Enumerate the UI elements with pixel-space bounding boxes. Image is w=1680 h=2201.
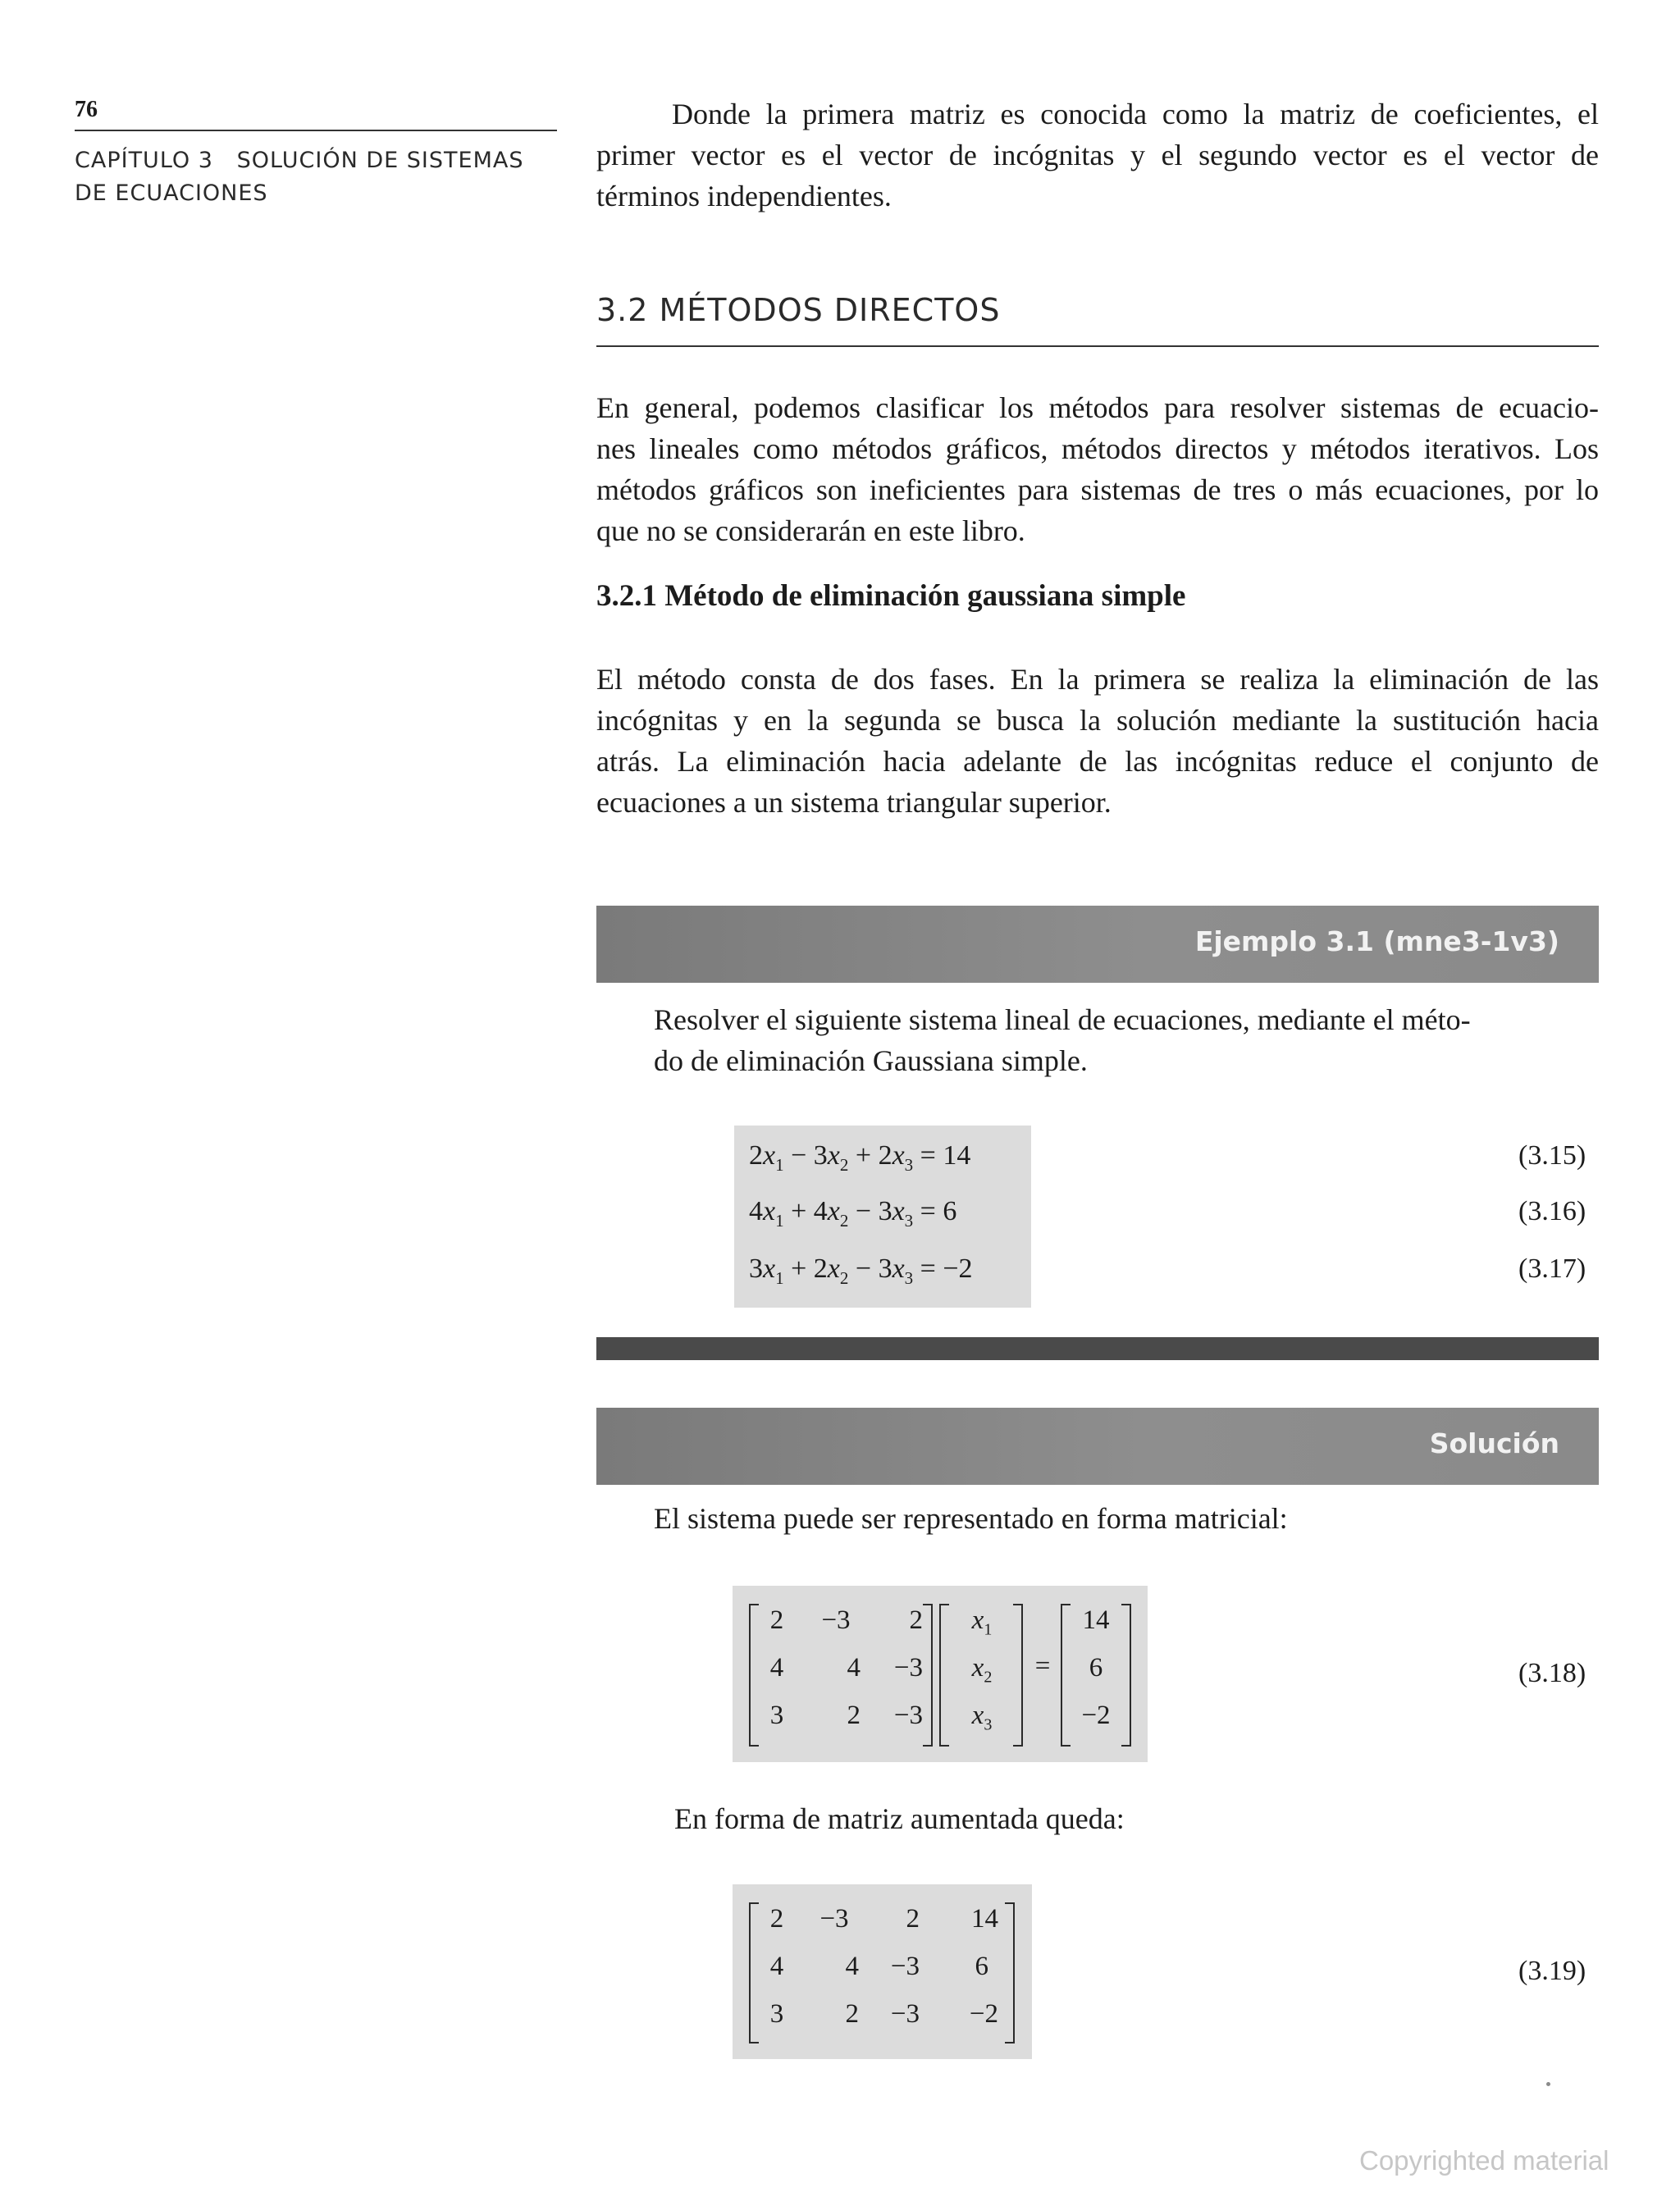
augmented-cell: 2 [769,1904,784,1934]
augmented-cell: −3 [890,1999,920,2029]
scan-dot [1546,2082,1550,2086]
matrix-a-cell: 3 [769,1701,784,1730]
equation-number: (3.15) [1518,1140,1586,1171]
paragraph-line: ecuaciones a un sistema triangular superior. [596,786,1112,819]
augmented-cell: −3 [819,1904,849,1934]
section-rule [596,345,1599,347]
augmented-cell: 4 [769,1952,784,1981]
matrix-a-cell: 2 [909,1605,923,1635]
matrix-a-left-bracket [749,1604,759,1747]
matrix-equation [733,1586,1148,1762]
vector-b-left-bracket [1061,1604,1071,1747]
paragraph-line: que no se considerarán en este libro. [596,514,1025,547]
equation-3-16: $4x_1 + 4x_2 - 3x_3 = 6$ [749,1196,957,1231]
example-title: Ejemplo 3.1 (mne3-1v3) [1194,925,1559,957]
margin-rule [75,130,557,131]
equation-number: (3.16) [1518,1196,1586,1226]
vector-x-cell: $x_3$ [971,1701,993,1734]
intro-line: términos independientes. [596,180,892,212]
chapter-title: CAPÍTULO 3 SOLUCIÓN DE SISTEMAS [75,148,524,173]
augmented-cell: 14 [971,1904,998,1934]
solution-text: El sistema puede ser representado en forma matricial: [654,1502,1288,1535]
equation-system [734,1126,1031,1308]
matrix-a-cell: −3 [821,1605,851,1635]
matrix-a-cell: −3 [893,1653,923,1683]
subsection-heading: 3.2.1 Método de eliminación gaussiana simple [596,579,1186,613]
paragraph-line: El método consta de dos fases. En la primera se realiza la eliminación de las [596,663,1599,696]
page-number: 76 [75,97,98,122]
equation-number: (3.19) [1518,1956,1586,1986]
example-statement [654,999,1556,1081]
solution-title: Solución [1429,1427,1559,1459]
augmented-matrix [733,1884,1032,2059]
example-banner [596,906,1599,983]
paragraph-line: nes lineales como métodos gráficos, métodos directos y métodos iterativos. Los [596,432,1599,465]
intro-line: Donde la primera matriz es conocida como la matriz de coeficientes, el [672,98,1599,130]
matrix-a-cell: 4 [847,1653,861,1683]
augmented-cell: −3 [890,1952,920,1981]
intro-paragraph [596,94,1599,217]
vector-x-cell: $x_2$ [971,1653,993,1687]
vector-x-left-bracket [939,1604,949,1747]
chapter-title-continued: DE ECUACIONES [75,180,268,206]
vector-b-cell: −2 [1081,1701,1111,1730]
intro-line: primer vector es el vector de incógnitas y el segundo vector es el vector de [596,139,1599,171]
augmented-right-bracket [1005,1902,1015,2043]
matrix-a-right-bracket [923,1604,933,1747]
solution-banner [596,1408,1599,1485]
equation-number: (3.18) [1518,1658,1586,1688]
augmented-left-bracket [749,1902,759,2043]
section-heading: 3.2 MÉTODOS DIRECTOS [596,292,1001,328]
statement-line: Resolver el siguiente sistema lineal de ecuaciones, mediante el méto- [654,1003,1471,1036]
augmented-text: En forma de matriz aumentada queda: [674,1802,1125,1835]
example-end-divider [596,1337,1599,1360]
augmented-cell: 2 [845,1999,859,2029]
vector-b-cell: 14 [1082,1605,1110,1635]
equation-3-17: $3x_1 + 2x_2 - 3x_3 = -2$ [749,1253,973,1288]
equals-sign: = [1034,1651,1051,1681]
matrix-a-cell: 2 [769,1605,784,1635]
augmented-cell: −2 [969,1999,998,2029]
matrix-a-cell: −3 [893,1701,923,1730]
copyright-watermark: Copyrighted material [1359,2145,1609,2176]
matrix-a-cell: 2 [847,1701,861,1730]
paragraph-line: métodos gráficos son ineficientes para sistemas de tres o más ecuaciones, por lo [596,473,1599,506]
vector-b-right-bracket [1121,1604,1131,1747]
augmented-cell: 2 [906,1904,920,1934]
augmented-cell: 6 [975,1952,988,1981]
equation-3-15: $2x_1 - 3x_2 + 2x_3 = 14$ [749,1140,971,1175]
vector-x-cell: $x_1$ [971,1605,993,1639]
vector-b-cell: 6 [1089,1653,1103,1683]
matrix-a-cell: 4 [769,1653,784,1683]
augmented-cell: 4 [845,1952,859,1981]
equation-number: (3.17) [1518,1253,1586,1284]
augmented-cell: 3 [769,1999,784,2029]
paragraph-line: incógnitas y en la segunda se busca la solución mediante la sustitución hacia [596,704,1599,737]
paragraph-line: atrás. La eliminación hacia adelante de las incógnitas reduce el conjunto de [596,745,1599,778]
statement-line: do de eliminación Gaussiana simple. [654,1044,1088,1077]
paragraph-line: En general, podemos clasificar los métodos para resolver sistemas de ecuacio- [596,391,1599,424]
subsection-paragraph [596,659,1599,823]
section-paragraph [596,387,1599,551]
vector-x-right-bracket [1013,1604,1023,1747]
